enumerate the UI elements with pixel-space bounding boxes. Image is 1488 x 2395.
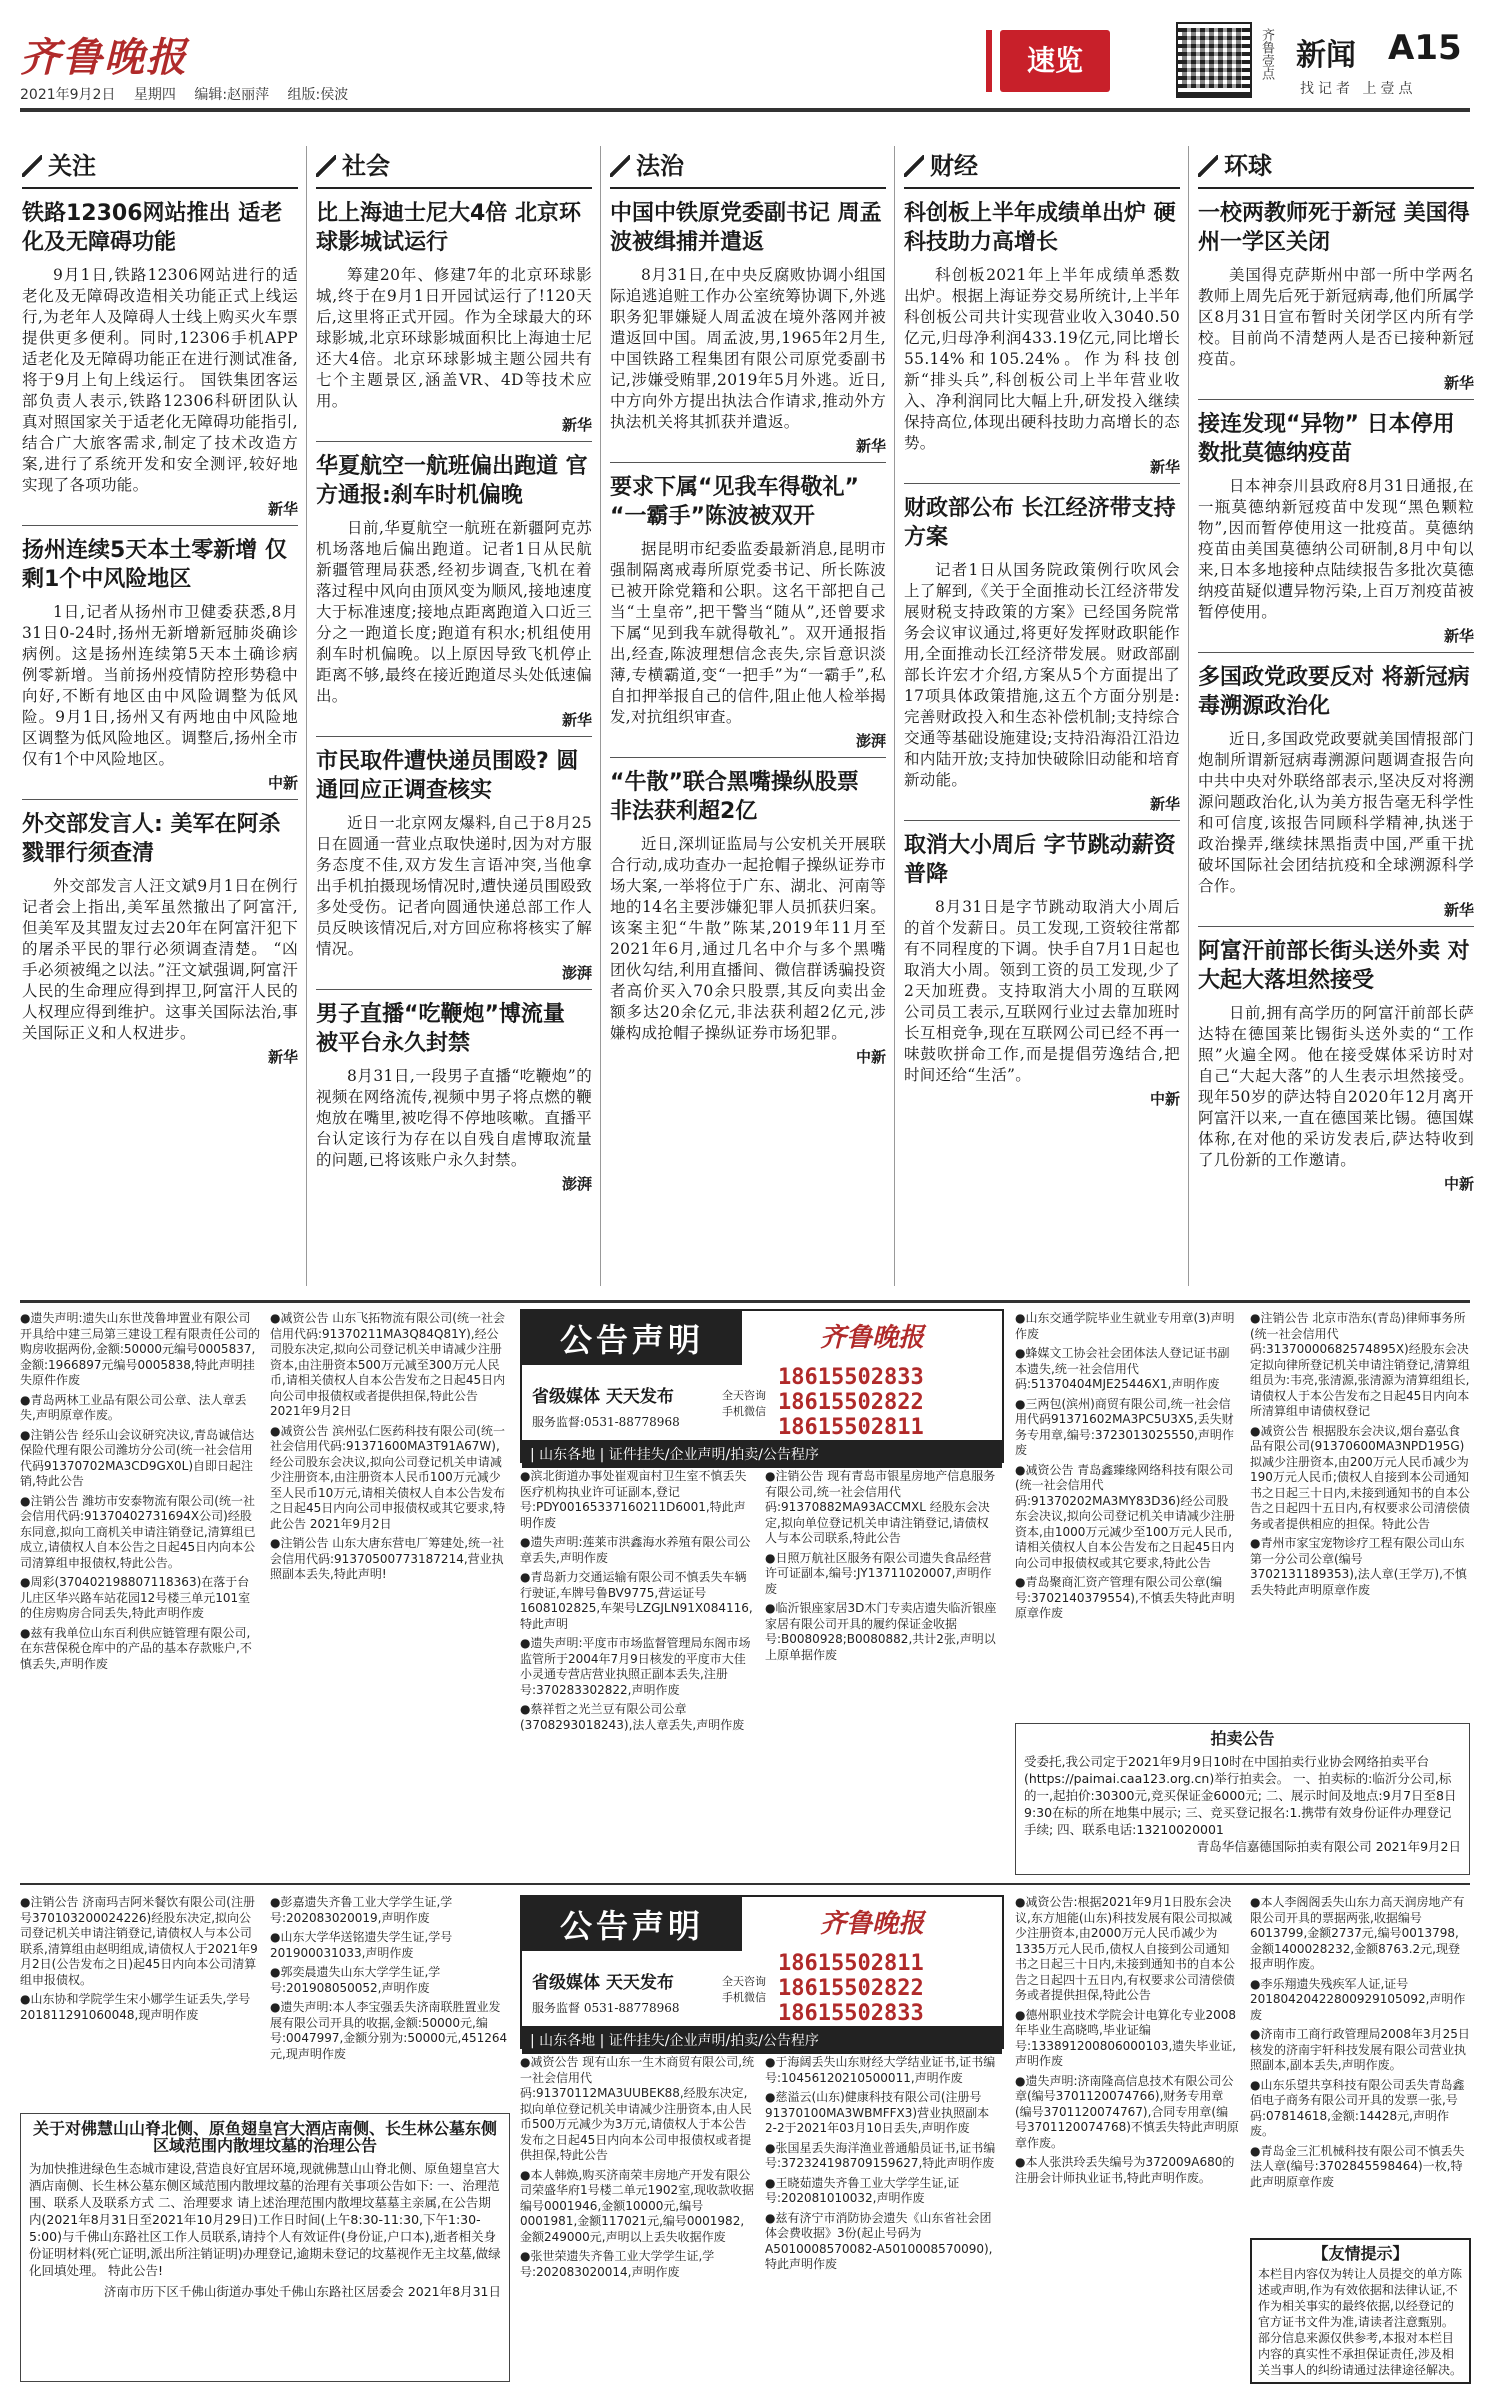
classified-ads	[20, 1300, 1470, 2388]
ad-bottom-column-3	[520, 2055, 755, 2284]
article-headline: 一校两教师死于新冠 美国得州一学区关闭	[1198, 201, 1470, 255]
article-headline: “牛散”联合黑嘴操纵股票 非法获利超2亿	[610, 770, 859, 824]
auction-signature: 青岛华信嘉德国际拍卖有限公司 2021年9月2日	[1196, 1839, 1461, 1854]
article-source: 中新	[855, 1048, 886, 1066]
issue-weekday: 星期四	[133, 87, 176, 103]
classified-notice: ●日照万航社区服务有限公司遗失食品经营许可证副本,编号:JY13711020007,声明作废	[765, 1550, 992, 1596]
article-source: 中新	[1149, 1090, 1180, 1108]
article-body: 8月31日,在中央反腐败协调小组国际追逃追赃工作办公室统筹协调下,外逃职务犯罪嫌疑人周孟波在境外落网并被遣返回中国。周孟波,男,1965年2月生,中国铁路工程集团有限公司原党委副书记,涉嫌受贿罪,2019年5月外逃。近日,中方向外方提出执法合作请求,推动外方执法机关将其抓获并遣返。	[610, 266, 886, 431]
column-heading-label: 法治	[636, 152, 684, 180]
column-heading-label: 财经	[930, 152, 978, 180]
article-headline: 铁路12306网站推出 适老化及无障碍功能	[22, 201, 283, 255]
ad-hotline-label: 全天咨询 手机微信	[722, 1388, 766, 1418]
column-divider	[1188, 146, 1189, 1286]
ad-phone: 18615502811	[778, 1415, 924, 1440]
ad-column-5	[1015, 1311, 1240, 1626]
article-body: 外交部发言人汪文斌9月1日在例行记者会上指出,美军虽然撤出了阿富汗,但美军及其盟友过去20年在阿富汗犯下的屠杀平民的罪行必须调查清楚。 “凶手必须被绳之以法。”汪文斌强调,阿富汗人民的生命理应得到捍卫,阿富汗人民的人权理应得到维护。这事关国际法治,事关国际正义和人权进步。	[22, 877, 298, 1042]
article-body: 近日一北京网友爆料,自己于8月25日在圆通一营业点取快递时,因为对方服务态度不佳,双方发生言语冲突,当他拿出手机拍摄现场情况时,遭快递员围殴致多处受伤。记者向圆通快递总部工作人员反映该情况后,对方回应称将核实了解情况。	[316, 814, 592, 958]
classified-notice: ●注销公告 北京市浩东(青岛)律师事务所(统一社会信用代码:31370000682574895X)经股东会决定拟向律所登记机关申请注销登记,清算组组员为:韦亮,张清源,张清源为清算组组长,请债权人于本公告发布之日起45日内向本所清算组申请债权登记	[1250, 1311, 1470, 1418]
grave-governance-notice	[20, 2113, 510, 2382]
article-body: 9月1日,铁路12306网站进行的适老化及无障碍改造相关功能正式上线运行,为老年人及障碍人士线上购买火车票提供更多便利。同时,12306手机APP适老化及无障碍功能正在进行测试准备,将于9月上旬上线运行。 国铁集团客运部负责人表示,铁路12306科研团队认真对照国家关于适老化无障碍功能指引,结合广大旅客需求,制定了技术改造方案,进行了系统开发和安全测评,较好地实现了各项功能。	[22, 266, 298, 494]
classified-notice: ●本人张洪玲丢失编号为372009A680的注册会计师执业证书,特此声明作废。	[1015, 2155, 1235, 2185]
section-name: 新闻	[1296, 38, 1356, 73]
article-divider	[904, 820, 1180, 821]
article-divider	[316, 441, 592, 442]
article-body: 科创板2021年上半年成绩单悉数出炉。根据上海证券交易所统计,上半年科创板公司共计实现营业收入3040.50亿元,归母净利润433.19亿元,同比增长55.14%和105.24%。作为科技创新“排头兵”,科创板公司上半年营业收入、净利润同比大幅上升,研发投入继续保持高位,体现出硬科技助力高增长的态势。	[904, 266, 1180, 452]
newspaper-logo: 齐鲁晚报	[20, 34, 188, 81]
article-body: 日前,拥有高学历的阿富汗前部长萨达特在德国莱比锡街头送外卖的“工作照”火遍全网。他在接受媒体采访时对自己“大起大落”的人生表示坦然接受。现年50岁的萨达特自2020年12月离开阿富汗以来,一直在德国莱比锡。德国媒体称,在对他的采访发表后,萨达特收到了几份新的工作邀请。	[1198, 1004, 1474, 1169]
ad-title: 公告声明	[522, 1897, 742, 1951]
ad-bottom-column-2	[270, 1895, 510, 2066]
article-source: 新华	[855, 437, 886, 455]
classified-notice: ●德州职业技术学院会计电算化专业2008年毕业生高晓鸣,毕业证编号:133891200806000103,遗失毕业证,声明作废	[1015, 2007, 1237, 2068]
friendly-tip-body: 本栏目内容仅为转让人员提交的单方陈述或声明,作为有效依据和法律认证,不作为相关事实的最终依据,以经登记的官方证书文件为准,请读者注意甄别。部分信息来源仅供参考,本报对本栏目内容的真实性不承担保证责任,涉及相关当事人的纠纷请通过法律途径解决。	[1258, 2267, 1463, 2377]
article-body: 近日,深圳证监局与公安机关开展联合行动,成功查办一起抢帽子操纵证券市场大案,一举将位于广东、湖北、河南等地的14名主要涉嫌犯罪人员抓获归案。该案主犯“牛散”陈某,2019年11月至2021年6月,通过几名中介与多个黑嘴团伙勾结,利用直播间、微信群诱骗投资者高价买入70余只股票,其反向卖出金额多达20余亿元,非法获利超2亿元,涉嫌构成抢帽子操纵证券市场犯罪。	[610, 835, 886, 1042]
classified-notice: ●遗失声明:遗失山东世茂鲁坤置业有限公司开具给中建三局第三建设工程有限责任公司的购房收据两份,金额:50000元编号0005837,金额:1966897元编号0005838,特此声明挂失原件作废	[20, 1311, 261, 1387]
classified-notice: ●遗失声明:济南隆高信息技术有限公司公章(编号3701120074766),财务专用章(编号3701120074767),合同专用章(编号3701120074768)不慎丢失特此声明原章作废。	[1015, 2073, 1239, 2150]
column-divider	[306, 146, 307, 1286]
classified-notice: ●遗失声明:莲莱市洪鑫海水养殖有限公司公章丢失,声明作废	[520, 1535, 751, 1565]
article-source: 新华	[1149, 795, 1180, 813]
article-divider	[316, 989, 592, 990]
article-source: 新华	[561, 711, 592, 729]
article-headline: 比上海迪士尼大4倍 北京环球影城试运行	[316, 201, 581, 255]
ad-logo: 齐鲁晚报	[819, 1323, 924, 1353]
article-source: 澎湃	[561, 1175, 592, 1193]
article-headline: 外交部发言人: 美军在阿杀戮罪行须查清	[22, 812, 281, 866]
classified-notice: ●减资公告 山东飞拓物流有限公司(统一社会信用代码:91370211MA3Q84Q81Y),经公司股东决定,拟向公司登记机关申请减少注册资本,由注册资本500万元减至300万元人民币,请相关债权人自本公告发布之日起45日内向公司申报债权或者提供担保,特此公告 2021年9月2日	[270, 1311, 506, 1418]
auction-body: 受委托,我公司定于2021年9月9日10时在中国拍卖行业协会网络拍卖平台(https://paimai.caa123.org.cn)举行拍卖会。 一、拍卖标的:临沂分公司,标的一,起拍价:30300元,竞买保证金6000元; 二、展示时间及地点:9月7日至8日9:30在标的所在地集中展示; 三、竞买登记报名:1.携带有效身份证件办理登记手续; 四、联系电话:13210020001	[1024, 1754, 1457, 1837]
ad-phone: 18615502822	[778, 1976, 924, 2001]
classified-notice: ●蔡祥哲之光兰豆有限公司公章(3708293018243),法人章丢失,声明作废	[520, 1702, 745, 1732]
friendly-tip-title: 【友情提示】	[1312, 2244, 1409, 2263]
article-headline: 要求下属“见我车得敬礼” “一霸手”陈波被双开	[610, 475, 859, 529]
notice-signature: 济南市历下区千佛山街道办事处千佛山东路社区居委会 2021年8月31日	[103, 2284, 501, 2299]
classified-notice: ●遗失声明:本人李宝强丢失济南联胜置业发展有限公司开具的收据,金额:50000元,编号:0047997,金额分别为:50000元,451264元,现声明作废	[270, 2000, 508, 2061]
classified-notice: ●张世荣遗失齐鲁工业大学学生证,学号:202083020014,声明作废	[520, 2249, 715, 2279]
ad-bottom-column-6	[1250, 1895, 1470, 2194]
article-body: 记者1日从国务院政策例行吹风会上了解到,《关于全面推动长江经济带发展财税支持政策的方案》已经国务院常务会议审议通过,将更好发挥财政职能作用,全面推动长江经济带发展。财政部副部长许宏才介绍,方案从5个方面提出了17项具体政策措施,这五个方面分别是:完善财政投入和生态补偿机制;支持综合交通等基础设施建设;支持沿海沿江沿边和内陆开放;支持加快破除旧动能和培育新动能。	[904, 561, 1180, 789]
classified-notice: ●注销公告 现有青岛市银星房地产信息服务有限公司,统一社会信用代码:91370882MA93ACCMXL 经股东会决定,拟向单位登记机关申请注销登记,请债权人与本公司联系,特此公告	[765, 1469, 996, 1545]
article-divider	[1198, 652, 1474, 653]
classified-notice: ●山东大学华送铭遗失学生证,学号201900031033,声明作废	[270, 1930, 453, 1960]
ad-slogan: 省级媒体 天天发布	[532, 1386, 674, 1407]
article-headline: 财政部公布 长江经济带支持方案	[904, 496, 1176, 550]
classified-notice: ●蜂媒文工协会社会团体法人登记证书副本遗失,统一社会信用代码:51370404MJE25446X1,声明作废	[1015, 1346, 1230, 1391]
notice-title: 关于对佛慧山山脊北侧、原鱼翅皇宫大酒店南侧、长生林公墓东侧区域范围内散埋坟墓的治理公告	[32, 2119, 497, 2155]
news-column	[1198, 146, 1474, 1200]
article-source: 新华	[561, 416, 592, 434]
classified-notice: ●减资公告 青岛鑫臻缘网络科技有限公司(统一社会信用代码:91370202MA3MY83D36)经公司股东会决议,拟向公司登记机关申请减少注册资本,由1000万元减少至100万元人民币,请相关债权人自本公告发布之日起45日内向公司申报债权或其它要求,特此公告	[1015, 1462, 1235, 1570]
article-body: 日本神奈川县政府8月31日通报,在一瓶莫德纳新冠疫苗中发现“黑色颗粒物”,因而暂停使用这一批疫苗。莫德纳疫苗由美国莫德纳公司研制,8月中旬以来,日本多地接种点陆续报告多批次莫德纳疫苗疑似遭异物污染,上百万剂疫苗被暂停使用。	[1198, 477, 1474, 621]
article-headline: 阿富汗前部长街头送外卖 对大起大落坦然接受	[1198, 939, 1470, 993]
article-source: 中新	[267, 774, 298, 792]
ad-title: 公告声明	[522, 1311, 742, 1365]
slash-icon	[904, 155, 924, 177]
article-body: 8月31日,一段男子直播“吃鞭炮”的视频在网络流传,视频中男子将点燃的鞭炮放在嘴里,被吃得不停地咳嗽。直播平台认定该行为存在以自残自虐博取流量的问题,已将该账户永久封禁。	[316, 1067, 592, 1169]
column-heading	[610, 146, 886, 189]
article-divider	[22, 525, 298, 526]
article-headline: 多国政党政要反对 将新冠病毒溯源政治化	[1198, 665, 1470, 719]
article-source: 中新	[1443, 1175, 1474, 1193]
ad-column-1	[20, 1311, 260, 1676]
slash-icon	[316, 155, 336, 177]
article-body: 日前,华夏航空一航班在新疆阿克苏机场落地后偏出跑道。记者1日从民航新疆管理局获悉,经初步调查,飞机在着落过程中风向由顶风变为顺风,接地速度大于标准速度;接地点距离跑道入口近三分之一跑道长度;跑道有积水;机组使用刹车时机偏晚。以上原因导致飞机停止距离不够,最终在接近跑道尽头处低速偏出。	[316, 519, 592, 705]
article-divider	[904, 483, 1180, 484]
article-headline: 接连发现“异物” 日本停用数批莫德纳疫苗	[1198, 412, 1455, 466]
classified-notice: ●青岛金三汇机械科技有限公司不慎丢失法人章(编号:3702845598464)一枚,特此声明原章作废	[1250, 2143, 1465, 2189]
classified-notice: ●三两包(滨州)商贸有限公司,统一社会信用代码91371602MA3PC5U3X5,丢失财务专用章,编号:3723013025550,声明作废	[1015, 1396, 1234, 1457]
slash-icon	[1198, 155, 1218, 177]
article-source: 新华	[1443, 901, 1474, 919]
classified-notice: ●王晓茹遗失齐鲁工业大学学生证,证号:202081010032,声明作废	[765, 2175, 960, 2205]
article-body: 美国得克萨斯州中部一所中学两名教师上周先后死于新冠病毒,他们所属学区8月31日宣布暂时关闭学区内所有学校。目前尚不清楚两人是否已接种新冠疫苗。	[1198, 266, 1474, 368]
issue-date: 2021年9月2日	[20, 87, 116, 103]
ad-column-2	[270, 1311, 510, 1587]
classified-notice: ●遗失声明:平度市市场监督管理局东阁市场监管所于2004年7月9日核发的平度市大佳小灵通专营店营业执照正副本丢失,注册号:370283302822,声明作废	[520, 1636, 751, 1697]
article-headline: 取消大小周后 字节跳动薪资普降	[904, 833, 1176, 887]
article-source: 新华	[1443, 627, 1474, 645]
article-source: 澎湃	[855, 732, 886, 750]
article-headline: 华夏航空一航班偏出跑道 官方通报:刹车时机偏晚	[316, 454, 588, 508]
auction-notice	[1015, 1723, 1470, 1875]
ad-bottom-column-1	[20, 1895, 260, 2027]
article-divider	[1198, 926, 1474, 927]
article-divider	[610, 462, 886, 463]
ad-bottom-column-5	[1015, 1895, 1240, 2190]
ad-footer: | 山东各地 | 证件挂失/企业声明/拍卖/公告程序	[522, 2026, 1002, 2054]
classified-notice: ●本人李阁阁丢失山东力高天润房地产有限公司开具的票据两张,收据编号6013799,金额2737元,编号0013798,金额1400028232,金额8763.2元,现登报声明作废。	[1250, 1895, 1465, 1971]
classified-notice: ●兹有济宁市消防协会遗失《山东省社会团体会费收据》3份(起止号码为A5010008570082-A5010008570090),特此声明作废	[765, 2210, 993, 2271]
article-body: 1日,记者从扬州市卫健委获悉,8月31日0-24时,扬州无新增新冠肺炎确诊病例。这是扬州连续第5天本土确诊病例零新增。当前扬州疫情防控形势稳中向好,不断有地区由中风险调整为低风险。9月1日,扬州又有两地由中风险地区调整为低风险地区。调整后,扬州全市仅有1个中风险地区。	[22, 603, 298, 768]
article-headline: 科创板上半年成绩单出炉 硬科技助力高增长	[904, 201, 1176, 255]
classified-notice: ●注销公告 山东大唐东营电厂筹建处,统一社会信用代码:91370500773187214,营业执照副本丢失,特此声明!	[270, 1536, 505, 1581]
ad-supervise: 服务监督:0531-88778968	[532, 1414, 680, 1429]
ad-column-4	[765, 1469, 1000, 1667]
classified-notice: ●山东交通学院毕业生就业专用章(3)声明作废	[1015, 1311, 1235, 1341]
ad-phone: 18615502822	[778, 1390, 924, 1415]
article-source: 新华	[1443, 374, 1474, 392]
notice-ad-box-2	[520, 1895, 1004, 2049]
ad-footer: | 山东各地 | 证件挂失/企业声明/拍卖/公告程序	[522, 1440, 1002, 1468]
column-heading	[904, 146, 1180, 189]
classified-notice: ●于海阔丢失山东财经大学结业证书,证书编号:10456120210500011,声明作废	[765, 2055, 996, 2085]
classified-notice: ●减资公告 根据股东会决议,烟台嘉弘食品有限公司(91370600MA3NPD195G)拟减少注册资本,由200万元人民币减少为190万元人民币;债权人自接到本公司通知书之日起三十日内,未接到通知书的自本公告之日起四十五日内,有权要求公司清偿债务或者提供相应的担保。特此公告	[1250, 1423, 1470, 1531]
classified-notice: ●兹有我单位山东百利供应链管理有限公司,在东营保税仓库中的产品的基本存款账户,不慎丢失,声明作废	[20, 1625, 252, 1671]
classified-notice: ●青岛两林工业品有限公司公章、法人章丢失,声明原章作废。	[20, 1392, 247, 1422]
classified-notice: ●慈溢云(山东)健康科技有限公司(注册号91370100MA3WBMFFX3)营业执照副本2-2于2021年03月10日丢失,声明作废	[765, 2090, 990, 2135]
classified-notice: ●彭嘉遗失齐鲁工业大学学生证,学号:202083020019,声明作废	[270, 1895, 453, 1925]
article-divider	[1198, 399, 1474, 400]
page-number: A15	[1388, 28, 1462, 68]
classified-notice: ●临沂银座家居3D木门专卖店遗失临沂银座家居有限公司开具的履约保证金收据号:B0080928;B0080882,共计2张,声明以上原单据作废	[765, 1601, 997, 1662]
ad-column-6	[1250, 1311, 1470, 1602]
article-source: 澎湃	[561, 964, 592, 982]
classified-notice: ●山东乐望共享科技有限公司丢失青岛鑫佰电子商务有限公司开具的发票一张,号码:07814618,金额:14428元,声明作废。	[1250, 2077, 1465, 2138]
ad-logo: 齐鲁晚报	[819, 1909, 924, 1939]
ad-supervise: 服务监督 0531-88778968	[532, 2000, 680, 2015]
ad-slogan: 省级媒体 天天发布	[532, 1972, 674, 1993]
news-column	[316, 146, 592, 1200]
article-source: 新华	[267, 500, 298, 518]
section-badge: 速览	[1000, 30, 1110, 92]
article-headline: 男子直播“吃鞭炮”博流量 被平台永久封禁	[316, 1002, 565, 1056]
news-column	[22, 146, 298, 1073]
classified-notice: ●李乐翔遗失残疾军人证,证号20180420422800929105092,声明作废	[1250, 1976, 1466, 2022]
column-heading-label: 环球	[1224, 152, 1272, 180]
classified-notice: ●注销公告 经乐山会议研究决议,青岛诚信达保险代理有限公司潍坊分公司(统一社会信用代码91370702MA3CD9GX0L)自即日起注销,特此公告	[20, 1427, 255, 1488]
issue-layout: 组版:侯波	[287, 87, 349, 103]
article-source: 新华	[267, 1048, 298, 1066]
classified-notice: ●周彩(370402198807118363)在落于台儿庄区华兴路车站花园12号楼三单元101室的住房购房合同丢失,特此声明作废	[20, 1575, 251, 1620]
column-divider	[894, 146, 895, 1286]
slash-icon	[610, 155, 630, 177]
ad-phone: 18615502833	[778, 2001, 924, 2026]
article-divider	[22, 799, 298, 800]
slash-icon	[22, 155, 42, 177]
classified-notice: ●注销公告 潍坊市安泰物流有限公司(统一社会信用代码:91370402731694X公司)经股东同意,拟向工商机关申请注销登记,清算组已成立,请债权人自本公告之日起45日内向本公司清算组申报债权,特此公告。	[20, 1493, 256, 1570]
article-divider	[610, 757, 886, 758]
classified-notice: ●减资公告 滨州弘仁医药科技有限公司(统一社会信用代码:91371600MA3T91A67W),经公司股东会决议,拟向公司登记机关申请减少注册资本,由注册资本人民币100万元减少至人民币10万元,请相关债权人自本公告发布之日起45日内向公司申报债权或其它要求,特此公告 2021年9月2日	[270, 1423, 506, 1531]
qr-code-icon	[1176, 22, 1252, 98]
news-column	[610, 146, 886, 1073]
classified-notice: ●滨北街道办事处崔观亩村卫生室不慎丢失医疗机构执业许可证副本,登记号:PDY00165337160211D6001,特此声明作废	[520, 1469, 747, 1530]
classified-notice: ●减资公告 现有山东一生木商贸有限公司,统一社会信用代码:91370112MA3UUBEK88,经股东决定,拟向单位登记机关申请减少注册资本,由人民币500万元减少为3万元,请债权人于本公告发布之日起45日内向本公司申报债权或者提供担保,特此公告	[520, 2055, 755, 2162]
article-body: 筹建20年、修建7年的北京环球影城,终于在9月1日开园试运行了!120天后,这里将正式开园。作为全球最大的环球影城,北京环球影城面积比上海迪士尼还大4倍。北京环球影城主题公园共有七个主题景区,涵盖VR、4D等技术应用。	[316, 266, 592, 410]
article-headline: 市民取件遭快递员围殴? 圆通回应正调查核实	[316, 749, 579, 803]
issue-meta	[20, 84, 362, 104]
article-source: 新华	[1149, 458, 1180, 476]
classified-notice: ●注销公告 济南玛吉阿米餐饮有限公司(注册号370103200024226)经股东决定,拟向公司登记机关申请注销登记,请债权人与本公司联系,清算组由赵明组成,请债权人于2021年9月2日(公告发布之日)起45日内向本公司清算组申报债权。	[20, 1895, 258, 1987]
ad-hotline-label: 全天咨询 手机微信	[722, 1974, 766, 2004]
friendly-tip	[1250, 2238, 1471, 2384]
column-heading-label: 社会	[342, 152, 390, 180]
reporter-line: 找记者 上壹点	[1300, 81, 1417, 97]
classified-notice: ●青州市家宝宠物诊疗工程有限公司山东第一分公司公章(编号3702131189353),法人章(王学万),不慎丢失特此声明原章作废	[1250, 1536, 1467, 1597]
ad-phone: 18615502833	[778, 1365, 924, 1390]
column-heading	[316, 146, 592, 189]
classified-notice: ●本人韩焕,购买济南荣丰房地产开发有限公司荣盛华府1号楼二单元1902室,现收款收据编号0001946,金额10000元,编号0001981,金额117021元,编号0001982,金额249000元,声明以上丢失收据作废	[520, 2167, 754, 2244]
classified-notice: ●郭奕晨遗失山东大学学生证,学号:201908050052,声明作废	[270, 1965, 441, 1995]
classified-notice: ●减资公告:根据2021年9月1日股东会决议,东方旭能(山东)科技发展有限公司拟减少注册资本,由2000万元人民币减少为1335万元人民币,债权人自接到公司通知书之日起三十日内,未接到通知书的自本公告之日起四十五日内,有权要求公司清偿债务或者提供担保,特此公告	[1015, 1895, 1235, 2002]
auction-title: 拍卖公告	[1210, 1729, 1275, 1748]
article-headline: 扬州连续5天本土零新增 仅剩1个中风险地区	[22, 538, 287, 592]
issue-editor: 编辑:赵丽萍	[194, 87, 270, 103]
masthead-rule	[20, 108, 1470, 112]
ad-phone: 18615502811	[778, 1951, 924, 1976]
notice-ad-box-1	[520, 1309, 1004, 1463]
article-divider	[316, 736, 592, 737]
classified-notice: ●张国星丢失海洋渔业普通船员证书,证书编号:372324198709159627,特此声明作废	[765, 2140, 996, 2170]
ad-bottom-column-4	[765, 2055, 1000, 2277]
classified-notice: ●山东协和学院学生宋小娜学生证丢失,学号201811291060048,现声明作废	[20, 1992, 251, 2022]
classified-notice: ●青岛新力交通运输有限公司不慎丢失车辆行驶证,车牌号鲁BV9775,营运证号1608102825,车架号LZGJLN91X084116,特此声明	[520, 1570, 753, 1631]
qr-caption: 齐鲁壹点	[1259, 28, 1274, 80]
column-heading-label: 关注	[48, 152, 96, 180]
news-column	[904, 146, 1180, 1115]
article-body: 据昆明市纪委监委最新消息,昆明市强制隔离戒毒所原党委书记、所长陈波已被开除党籍和公职。这名干部把自己当“土皇帝”,把干警当“随从”,还曾要求下属“见到我车就得敬礼”。双开通报指出,经查,陈波理想信念丧失,宗旨意识淡薄,专横霸道,变“一把手”为“一霸手”,私自扣押举报自己的信件,阻止他人检举揭发,对抗组织审查。	[610, 540, 886, 726]
article-headline: 中国中铁原党委副书记 周孟波被缉捕并遣返	[610, 201, 882, 255]
article-body: 近日,多国政党政要就美国情报部门炮制所谓新冠病毒溯源问题调查报告向中共中央对外联络部表示,坚决反对将溯源问题政治化,认为美方报告毫无科学性和可信度,该报告同顾科学精神,执迷于政治操弄,继续抹黑指责中国,严重干扰破坏国际社会团结抗疫和全球溯源科学合作。	[1198, 730, 1474, 895]
column-divider	[600, 146, 601, 1286]
classified-notice: ●青岛聚商汇资产管理有限公司公章(编号:3702140379554),不慎丢失特此声明原章作废	[1015, 1575, 1235, 1620]
column-heading	[1198, 146, 1474, 189]
notice-body: 为加快推进绿色生态城市建设,营造良好宜居环境,现就佛慧山山脊北侧、原鱼翅皇宫大酒店南侧、长生林公墓东侧区域范围内散埋坟墓的治理有关事项公告如下: 一、治理范围、联系人及联系方式 二、治理要求 请上述治理范围内散埋坟墓墓主亲属,在公告期内(2021年8月31日至2021年10月29日)工作日时间(上午8:30-11:30,下午1:30-5:00)与千佛山东路社区工作人员联系,请持个人有效证件(身份证,户口本),逝者相关身份证明材料(死亡证明,派出所注销证明)办理登记,逾期未登记的坟墓视作无主坟墓,做绿化回填处理。 特此公告!	[29, 2161, 501, 2278]
column-heading	[22, 146, 298, 189]
ad-column-3	[520, 1469, 755, 1737]
article-body: 8月31日是字节跳动取消大小周后的首个发薪日。员工发现,工资较往常都有不同程度的下调。快手自7月1日起也取消大小周。领到工资的员工发现,少了2天加班费。支持取消大小周的互联网公司员工表示,互联网行业过去靠加班时长互相竞争,现在互联网公司已经不再一味鼓吹拼命工作,而是提倡劳逸结合,把时间还给“生活”。	[904, 898, 1180, 1084]
ad-band-rule	[20, 1883, 1470, 1885]
classified-notice: ●济南市工商行政管理局2008年3月25日核发的济南宇轩科技发展有限公司营业执照副本,副本丢失,声明作废。	[1250, 2027, 1470, 2072]
